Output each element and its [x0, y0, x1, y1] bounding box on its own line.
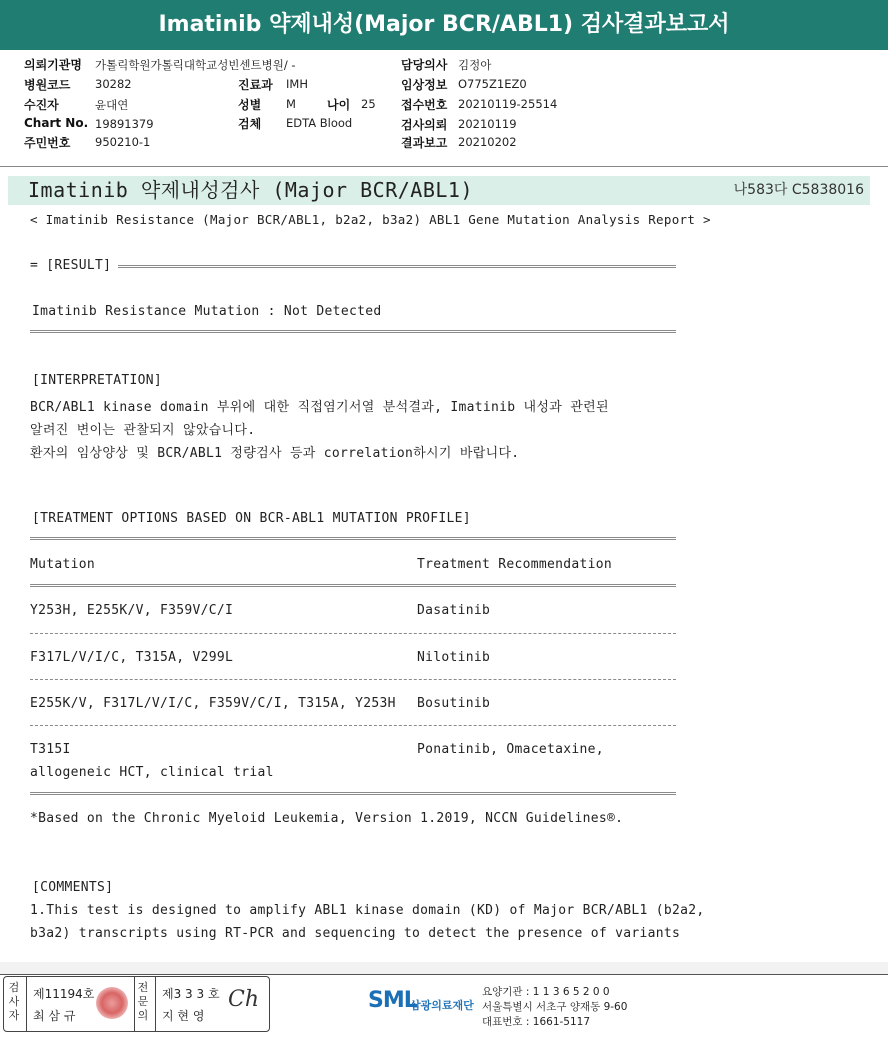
report-code: 나583다 C5838016 — [733, 182, 864, 198]
department-label: 진료과 — [238, 78, 273, 92]
inspector-license: 제11194호 — [33, 987, 95, 1001]
resident-no-label: 주민번호 — [24, 136, 71, 150]
table-row-separator — [30, 679, 676, 680]
doctor-label: 담당의사 — [401, 58, 448, 72]
footer-divider — [0, 962, 888, 974]
sex-value: M — [286, 97, 296, 111]
inspector-name: 최 삼 규 — [33, 1009, 76, 1023]
interpretation-header: [INTERPRETATION] — [32, 373, 163, 388]
table-header-treatment: Treatment Recommendation — [417, 557, 613, 572]
interpretation-line-1: BCR/ABL1 kinase domain 부위에 대한 직접염기서열 분석결과, Imatinib 내성과 관련된 — [30, 400, 609, 415]
specimen-value: EDTA Blood — [286, 116, 353, 130]
request-date-label: 검사의뢰 — [401, 118, 448, 132]
signature-box-divider — [134, 977, 135, 1031]
interpretation-line-2: 알려진 변이는 관찰되지 않았습니다. — [30, 423, 256, 438]
report-subtitle: < Imatinib Resistance (Major BCR/ABL1, b2a2, b3a2) ABL1 Gene Mutation Analysis Report > — [30, 212, 711, 227]
specimen-label: 검체 — [238, 117, 262, 131]
age-value: 25 — [361, 97, 376, 111]
clinical-info-label: 임상정보 — [401, 78, 448, 92]
report-date-value: 20210202 — [458, 135, 517, 149]
table-row-3-mutation: E255K/V, F317L/V/I/C, F359V/C/I, T315A, Y253H — [30, 696, 396, 711]
receipt-no-label: 접수번호 — [401, 98, 448, 112]
table-row-2-treatment: Nilotinib — [417, 650, 491, 665]
signature-box-divider — [26, 977, 27, 1031]
signature-box-divider — [155, 977, 156, 1031]
official-seal-stamp — [96, 987, 128, 1019]
resident-no-value: 950210-1 — [95, 135, 151, 149]
comments-header: [COMMENTS] — [32, 880, 114, 895]
doctor-value: 김정아 — [458, 58, 492, 72]
table-row-4-mutation: T315I — [30, 742, 71, 757]
result-separator — [118, 265, 676, 268]
report-title: Imatinib 약제내성검사 (Major BCR/ABL1) — [28, 178, 473, 202]
report-date-label: 결과보고 — [401, 136, 448, 150]
institution-value: 가톨릭학원가톨릭대학교성빈센트병원/ - — [95, 58, 296, 72]
specialist-license: 제3 3 3 호 — [162, 987, 220, 1001]
org-phone: 대표번호 : 1661-5117 — [482, 1016, 591, 1028]
table-header-mutation: Mutation — [30, 557, 96, 572]
comments-line-1: 1.This test is designed to amplify ABL1 kinase domain (KD) of Major BCR/ABL1 (b2a2, — [30, 903, 705, 918]
footer-rule — [0, 974, 888, 975]
chart-no-value: 19891379 — [95, 117, 154, 131]
info-divider — [0, 166, 888, 167]
table-row-separator — [30, 725, 676, 726]
table-row-2-mutation: F317L/V/I/C, T315A, V299L — [30, 650, 234, 665]
clinical-info-value: O775Z1EZ0 — [458, 77, 527, 91]
hospital-code-label: 병원코드 — [24, 78, 71, 92]
recipient-value: 윤대연 — [95, 98, 129, 112]
recipient-label: 수진자 — [24, 98, 59, 112]
table-top-separator — [30, 537, 676, 540]
report-header — [8, 176, 870, 205]
comments-line-2: b3a2) transcripts using RT-PCR and sequencing to detect the presence of variants — [30, 926, 681, 941]
chart-no-label: Chart No. — [24, 116, 89, 130]
result-text: Imatinib Resistance Mutation : Not Detected — [32, 304, 382, 319]
report-title-bar: Imatinib 약제내성(Major BCR/ABL1) 검사결과보고서 — [0, 0, 888, 50]
organization-name: 삼광의료재단 — [410, 999, 474, 1012]
specialist-name: 지 현 영 — [162, 1009, 205, 1023]
interpretation-line-3: 환자의 임상양상 및 BCR/ABL1 정량검사 등과 correlation하시기 바랍니다. — [30, 446, 520, 461]
table-row-3-treatment: Bosutinib — [417, 696, 491, 711]
signature-box — [3, 976, 270, 1032]
sex-label: 성별 — [238, 98, 262, 112]
receipt-no-value: 20210119-25514 — [458, 97, 558, 111]
patient-info-section — [0, 52, 888, 164]
table-header-separator — [30, 584, 676, 587]
table-row-4-treatment: Ponatinib, Omacetaxine, — [417, 742, 604, 757]
org-institution-number: 요양기관 : 1 1 3 6 5 2 0 0 — [482, 986, 610, 998]
result-end-separator — [30, 330, 676, 333]
table-row-4-continuation: allogeneic HCT, clinical trial — [30, 765, 274, 780]
org-address: 서울특별시 서초구 양재동 9-60 — [482, 1001, 628, 1013]
table-bottom-separator — [30, 792, 676, 795]
department-value: IMH — [286, 77, 308, 91]
table-row-1-mutation: Y253H, E255K/V, F359V/C/I — [30, 603, 234, 618]
handwritten-signature: Ch — [228, 987, 260, 1012]
specialist-label: 전문의 — [137, 981, 149, 1022]
sml-logo: SML — [368, 988, 417, 1013]
age-label: 나이 — [327, 98, 351, 112]
institution-label: 의뢰기관명 — [24, 58, 82, 72]
table-row-separator — [30, 633, 676, 634]
table-row-1-treatment: Dasatinib — [417, 603, 491, 618]
inspector-label: 검사자 — [8, 981, 20, 1022]
treatment-header: [TREATMENT OPTIONS BASED ON BCR-ABL1 MUTATION PROFILE] — [32, 511, 471, 526]
request-date-value: 20210119 — [458, 117, 517, 131]
hospital-code-value: 30282 — [95, 77, 132, 91]
guideline-footnote: *Based on the Chronic Myeloid Leukemia, Version 1.2019, NCCN Guidelines®. — [30, 811, 624, 826]
result-header: = [RESULT] — [30, 258, 112, 273]
